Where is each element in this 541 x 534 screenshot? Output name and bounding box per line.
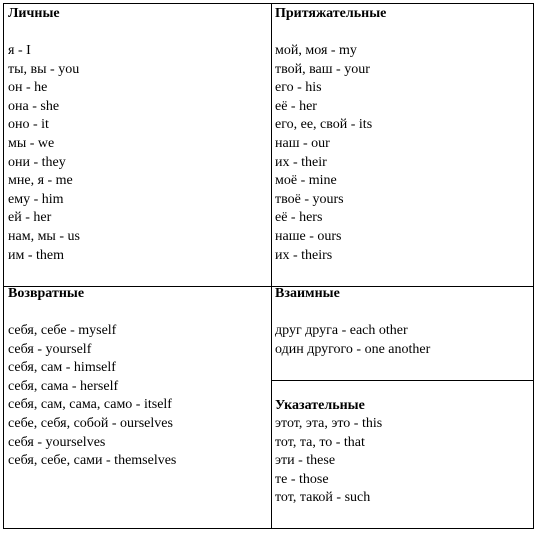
possessive-pronouns-list <box>275 42 386 265</box>
list-item: себя, сам, сама, само - itself <box>8 397 172 413</box>
possessive-pronouns-cell <box>275 6 386 265</box>
list-item: они - they <box>8 154 66 170</box>
list-item: их - their <box>275 154 327 170</box>
reflexive-pronouns-cell <box>8 286 176 471</box>
personal-pronouns-list <box>8 42 80 265</box>
list-item: мне, я - me <box>8 173 73 189</box>
list-item: себя, сама - herself <box>8 378 119 394</box>
list-item: себя, себе, сами - themselves <box>8 453 177 469</box>
reciprocal-pronouns-list <box>275 322 430 359</box>
list-item: она - she <box>8 98 60 114</box>
personal-pronouns-cell <box>8 6 80 265</box>
list-item: мой, моя - my <box>275 43 357 58</box>
demonstrative-pronouns-cell <box>275 398 382 508</box>
list-item: ты, вы - you <box>8 61 80 77</box>
list-item: себя, себе - myself <box>8 323 117 338</box>
reciprocal-pronouns-title: Взаимные <box>275 286 340 301</box>
reciprocal-pronouns-cell <box>275 286 430 359</box>
list-item: я - I <box>8 43 31 58</box>
list-item: эти - these <box>275 453 336 469</box>
list-item: им - them <box>8 247 65 263</box>
list-item: он - he <box>8 80 48 96</box>
list-item: твоё - yours <box>275 191 344 207</box>
list-item: ему - him <box>8 191 64 207</box>
list-item: его - his <box>275 80 322 96</box>
list-item: тот, такой - such <box>275 490 371 506</box>
list-item: её - her <box>275 98 317 114</box>
list-item: их - theirs <box>275 247 333 263</box>
list-item: этот, эта, это - this <box>275 416 383 431</box>
list-item: один другого - one another <box>275 341 431 357</box>
list-item: наше - ours <box>275 228 342 244</box>
list-item: мы - we <box>8 135 55 151</box>
reflexive-pronouns-list <box>8 322 176 471</box>
list-item: твой, ваш - your <box>275 61 370 77</box>
list-item: моё - mine <box>275 173 337 189</box>
list-item: себя - yourself <box>8 341 92 357</box>
list-item: себе, себя, собой - ourselves <box>8 415 173 431</box>
list-item: его, ее, свой - its <box>275 117 373 133</box>
list-item: те - those <box>275 471 329 487</box>
reflexive-pronouns-title: Возвратные <box>8 286 85 301</box>
list-item: наш - our <box>275 135 330 151</box>
list-item: ей - her <box>8 210 52 226</box>
list-item: её - hers <box>275 210 323 226</box>
list-item: себя - yourselves <box>8 434 106 450</box>
right-cell-divider <box>271 380 533 381</box>
demonstrative-pronouns-title: Указательные <box>275 398 365 413</box>
demonstrative-pronouns-list <box>275 415 382 508</box>
list-item: друг друга - each other <box>275 323 408 338</box>
list-item: себя, сам - himself <box>8 360 116 376</box>
list-item: оно - it <box>8 117 49 133</box>
column-divider <box>271 4 272 528</box>
personal-pronouns-title: Личные <box>8 6 60 21</box>
possessive-pronouns-title: Притяжательные <box>275 6 387 21</box>
list-item: тот, та, то - that <box>275 434 365 450</box>
list-item: нам, мы - us <box>8 228 80 244</box>
